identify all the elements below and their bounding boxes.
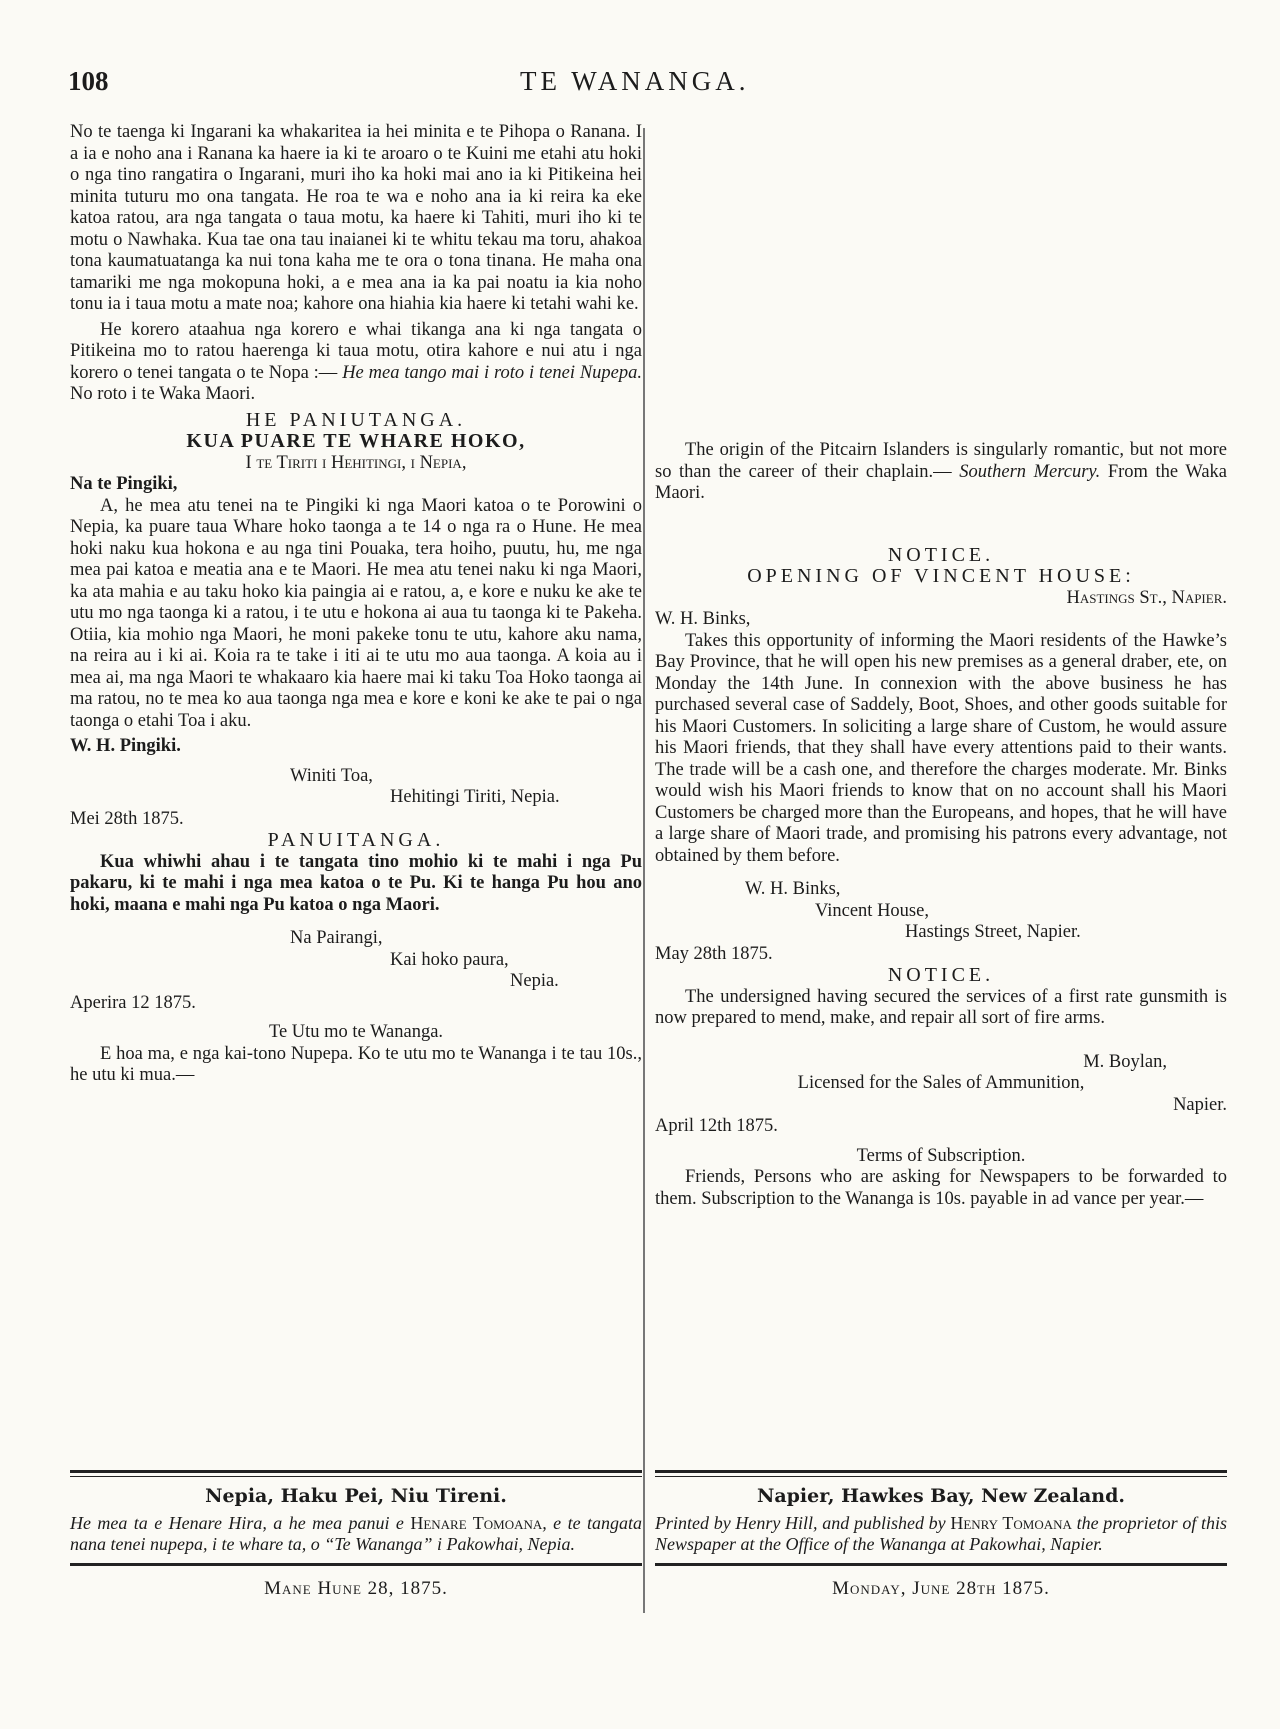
notice-body: The undersigned having secured the services of a first rate gunsmith is now prepared to mend, make, and repair all sort of fire arms. xyxy=(655,986,1227,1028)
notice-date: April 12th 1875. xyxy=(655,1116,778,1136)
notice-date: Mei 28th 1875. xyxy=(70,808,184,829)
imprint-text-part: the proprietor of this Newspaper at the Office of the Wananga at Pakowhai, Napier. xyxy=(655,1513,1228,1554)
rule xyxy=(655,1476,1227,1477)
notice-signature-line: Napier. xyxy=(1173,1094,1227,1115)
notice-signature-line: Winiti Toa, xyxy=(290,765,373,786)
imprint-text-part: He mea ta e Henare Hira, a he mea panui e xyxy=(70,1513,404,1533)
article-text: The origin of the Pitcairn Islanders is singularly romantic, but not more so than the career of their chaplain.— xyxy=(655,440,1227,482)
notice-signature-line: Nepia. xyxy=(510,971,559,991)
imprint-text-part: , e te tangata nana tenei nupepa, i te whare ta, o “Te Wananga” i Pakowhai, Nepia. xyxy=(70,1513,642,1554)
rule xyxy=(70,1476,642,1477)
notice-from: W. H. Binks, xyxy=(655,609,751,629)
imprint-left xyxy=(70,1470,642,1600)
newspaper-masthead: TE WANANGA. xyxy=(520,66,750,96)
notice-date: Aperira 12 1875. xyxy=(70,992,196,1013)
imprint-place: Napier, Hawkes Bay, New Zealand. xyxy=(756,1485,1126,1507)
imprint-date: Monday, June 28th 1875. xyxy=(832,1578,1050,1599)
article-paragraph xyxy=(70,320,642,406)
notice-date: May 28th 1875. xyxy=(655,943,773,964)
article-source: No roto i te Waka Maori. xyxy=(70,384,256,404)
terms-body: E hoa ma, e nga kai-tono Nupepa. Ko te utu mo te Wananga i te tau 10s., he utu ki mua.— xyxy=(70,1043,642,1085)
terms-title: Terms of Subscription. xyxy=(856,1145,1026,1166)
notice-location: Hastings St., Napier. xyxy=(1066,587,1227,608)
notice-location: I te Tiriti i Hehitingi, i Nepia, xyxy=(245,452,467,473)
notice-signature-line: Na Pairangi, xyxy=(290,928,383,948)
column-divider xyxy=(643,128,645,1613)
terms-title: Te Utu mo te Wananga. xyxy=(268,1022,444,1042)
article-text: He korero ataahua nga korero e whai tikanga ana ki nga tangata o Pitikeina mo to ratou haerenga ki taua motu, otira kahore e nui atu i nga korero o tenei tangata o te Nopa :— xyxy=(70,319,642,383)
notice-body: Kua whiwhi ahau i te tangata tino mohio ki te mahi i nga Pu pakaru, ki te mahi i nga mea katoa o te Pu. Ki te hanga Pu hou ano hoki, maana e mahi nga Pu katoa o nga Maori. xyxy=(70,851,642,915)
notice-signature-line: Hehitingi Tiriti, Nepia. xyxy=(390,787,560,807)
notice-signature: W. H. Pingiki. xyxy=(70,736,181,756)
article-paragraph xyxy=(655,440,1227,505)
notice-subtitle: KUA PUARE TE WHARE HOKO, xyxy=(186,430,526,452)
notice-signature-line: W. H. Binks, xyxy=(745,879,841,899)
notice-title: PANUITANGA. xyxy=(267,829,445,851)
notice-body: A, he mea atu tenei na te Pingiki ki nga Maori katoa o te Porowini o Nepia, ka puare taua Whare hoko taonga a te 14 o nga ra o Hune. He mea hoki naku kua hokona e au nga tini Pouaka, tera hoiho, puutu, hu, me nga mea pai katoa e meatia ana e te Maori. He mea atu tenei naku ki nga Maori, ka ata mahia e au taku hoko kia paingia ai e ratou, a, e kore e nuku ke ake te utu mo nga taonga ki a ratou, i te utu e hokona ai aua tu taonga ki te Pakeha. Otiia, kia mohio nga Maori, he moni pakeke tonu te utu, kahore aku nama, na reira au i ki ai. Koia ra te take i iti ai te utu mo aua taonga. A koia au i mea ai, ma nga Maori te whakaaro kia haere mai ki taku Toa Hoko taonga ai ma ratou, no te mea ko aua taonga nga mea e kore e koni ke ake te pai o nga taonga o etahi Toa i aku. xyxy=(70,495,642,731)
article-source: From the Waka Maori. xyxy=(655,461,1228,503)
imprint-publisher-name: Henare Tomoana xyxy=(410,1513,543,1533)
right-column xyxy=(655,122,1227,1214)
notice-title: HE PANIUTANGA. xyxy=(245,408,467,431)
blank-area xyxy=(655,122,1227,422)
article-paragraph: No te taenga ki Ingarani ka whakaritea ia hei minita e te Pihopa o Ranana. I a ia e noho ana i Ranana ka haere ia ki te aroaro o te Kuini me etahi atu hoki o nga tino rangatira o Ingarani, muri iho ka hoki mai ano ia ki Pitikeina hei minita tuturu mo ona tangata. He roa te wa e noho ana ia ki reira ka eke katoa ratou, ara nga tangata o taua motu, ka haere ki Tahiti, muri iho ki te motu o Nawhaka. Kua tae ona tau inaianei ki te whitu tekau ma toru, ahakoa tona kaumatuatanga ka nui tona kaha me te ora o tona tinana. He maha ona tamariki me nga mokopuna hoki, a e mea ana ia ka pai noatu ia kia noho tonu ia i taua motu a mate noa; kahore ona hiahia kia haere ki tetahi wahi ke. xyxy=(70,122,642,314)
article-text-italic: He mea tango mai i roto i tenei Nupepa. xyxy=(342,362,642,383)
imprint-right xyxy=(655,1470,1227,1600)
page-number: 108 xyxy=(68,66,109,96)
rule xyxy=(655,1563,1227,1566)
notice-subtitle: OPENING OF VINCENT HOUSE: xyxy=(747,565,1135,587)
imprint-date: Mane Hune 28, 1875. xyxy=(264,1578,448,1599)
imprint-text xyxy=(70,1513,642,1555)
notice-signature-line: Hastings Street, Napier. xyxy=(905,922,1081,942)
notice-from: Na te Pingiki, xyxy=(70,474,178,494)
article-text-italic: Southern Mercury. xyxy=(959,461,1101,482)
notice-body: Takes this opportunity of informing the Maori residents of the Hawke’s Bay Province, that he will open his new premises as a general draber, ete, on Monday the 14th June. In connexion with the above business he has purchased several case of Saddely, Boot, Shoes, and other goods suitable for his Maori Customers. In soliciting a large share of Custom, he would assure his Maori friends, that they shall have every attentions paid to their wants. The trade will be a cash one, and therefore the charges moderate. Mr. Binks would wish his Maori friends to know that on no account shall his Maori Customers be charged more than the Europeans, and hopes, that he will have a large share of Maori trade, and promising his patrons every advantage, not obtained by them before. xyxy=(655,630,1227,866)
imprint-publisher-name: Henry Tomoana xyxy=(950,1513,1072,1533)
rule xyxy=(70,1470,642,1473)
notice-signature-line: Vincent House, xyxy=(815,900,929,921)
notice-signature-line: Licensed for the Sales of Ammunition, xyxy=(797,1073,1085,1093)
terms-body: Friends, Persons who are asking for Newspapers to be forwarded to them. Subscription to the Wananga is 10s. payable in ad vance per year.— xyxy=(655,1167,1227,1209)
notice-signature-line: Kai hoko paura, xyxy=(390,949,509,970)
rule xyxy=(655,1470,1227,1473)
notice-title: NOTICE. xyxy=(887,543,995,566)
rule xyxy=(70,1563,642,1566)
imprint-text-part: Printed by Henry Hill, and published by xyxy=(655,1513,946,1533)
imprint-place: Nepia, Haku Pei, Niu Tireni. xyxy=(205,1485,507,1507)
notice-signature-line: M. Boylan, xyxy=(1083,1051,1167,1072)
left-column xyxy=(70,122,642,1091)
imprint-text xyxy=(655,1513,1227,1555)
notice-title: NOTICE. xyxy=(887,964,995,986)
